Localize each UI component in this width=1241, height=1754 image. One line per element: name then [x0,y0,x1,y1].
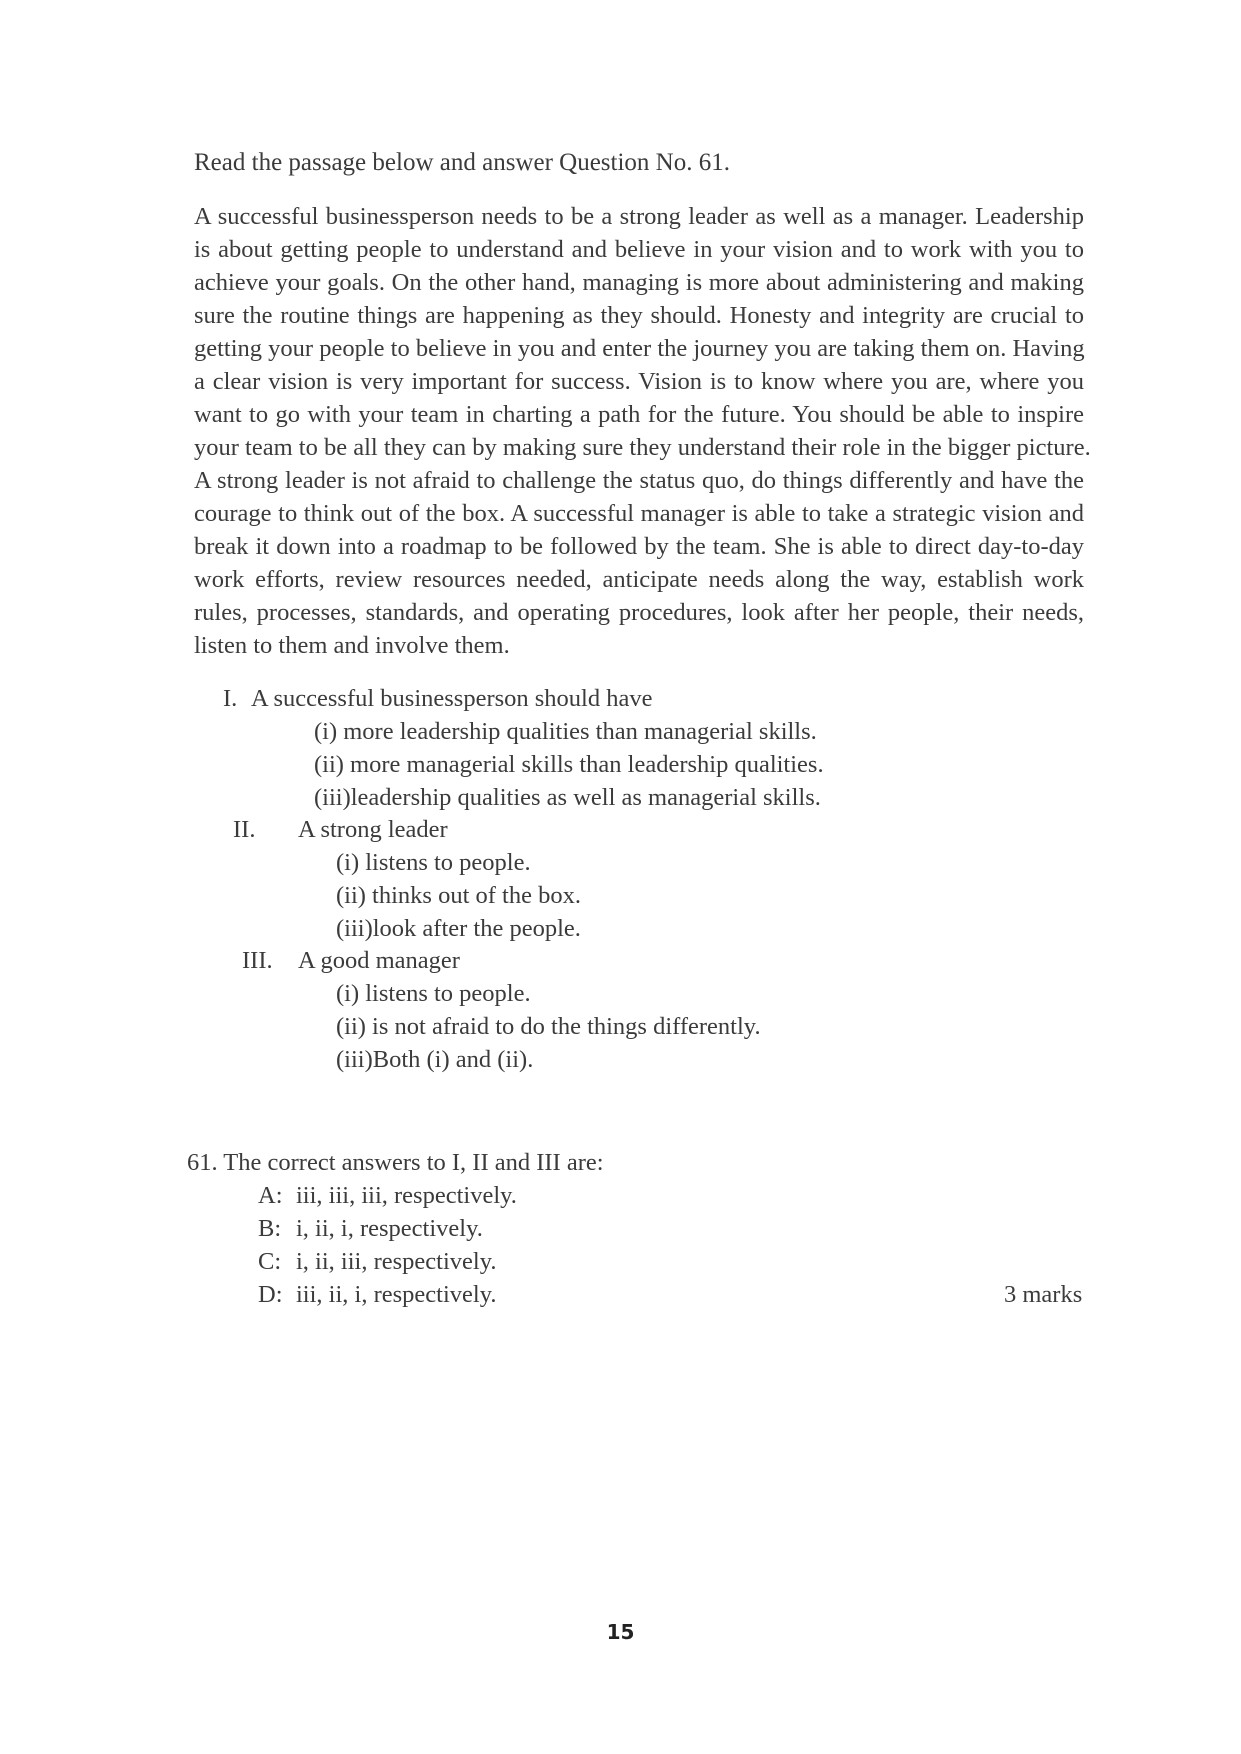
statement-option: (ii) more managerial skills than leadership qualities. [314,751,824,778]
passage-line: break it down into a roadmap to be followed by the team. She is able to direct day-to-day [194,533,1084,560]
statement-option: (ii) is not afraid to do the things differently. [336,1013,761,1040]
statement-numeral: I. [223,685,238,712]
reading-passage [194,200,1091,662]
passage-line: a clear vision is very important for success. Vision is to know where you are, where you [194,368,1084,395]
passage-line: rules, processes, standards, and operating procedures, look after her people, their needs, [194,599,1084,626]
passage-line: getting your people to believe in you and enter the journey you are taking them on. Having [194,335,1085,362]
passage-line: your team to be all they can by making sure they understand their role in the bigger picture. [194,434,1091,461]
choice-letter: C: [258,1248,282,1275]
passage-line: listen to them and involve them. [194,632,510,659]
page-number: 15 [606,1620,635,1644]
passage-line: work efforts, review resources needed, anticipate needs along the way, establish work [194,566,1084,593]
statement-stem: A good manager [298,947,460,974]
passage-line: A strong leader is not afraid to challenge the status quo, do things differently and have the [194,467,1084,494]
statement-option: (iii)leadership qualities as well as managerial skills. [314,784,821,811]
choice-text: i, ii, iii, respectively. [296,1248,497,1275]
passage-line: want to go with your team in charting a path for the future. You should be able to inspire [194,401,1084,428]
choice-text: iii, iii, iii, respectively. [296,1182,517,1209]
statement-stem: A strong leader [298,816,448,843]
choice-letter: B: [258,1215,282,1242]
statement-option: (iii)look after the people. [336,915,581,942]
passage-line: A successful businessperson needs to be a strong leader as well as a manager. Leadership [194,203,1084,230]
statement-stem: A successful businessperson should have [251,685,653,712]
statement-option: (iii)Both (i) and (ii). [336,1046,534,1073]
statement-option: (i) more leadership qualities than managerial skills. [314,718,817,745]
question-stem: 61. The correct answers to I, II and III are: [187,1149,604,1176]
statement-option: (i) listens to people. [336,849,531,876]
marks-label: 3 marks [1004,1281,1083,1308]
passage-line: is about getting people to understand and believe in your vision and to work with you to [194,236,1084,263]
statement-option: (i) listens to people. [336,980,531,1007]
choice-text: iii, ii, i, respectively. [296,1281,497,1308]
passage-line: sure the routine things are happening as they should. Honesty and integrity are crucial to [194,302,1084,329]
choice-letter: D: [258,1281,283,1308]
choice-letter: A: [258,1182,283,1209]
passage-instruction: Read the passage below and answer Question No. 61. [194,149,730,176]
statement-option: (ii) thinks out of the box. [336,882,581,909]
statement-numeral: III. [242,947,273,974]
passage-line: achieve your goals. On the other hand, managing is more about administering and making [194,269,1084,296]
statement-numeral: II. [233,816,256,843]
choice-text: i, ii, i, respectively. [296,1215,483,1242]
passage-line: courage to think out of the box. A successful manager is able to take a strategic vision and [194,500,1084,527]
